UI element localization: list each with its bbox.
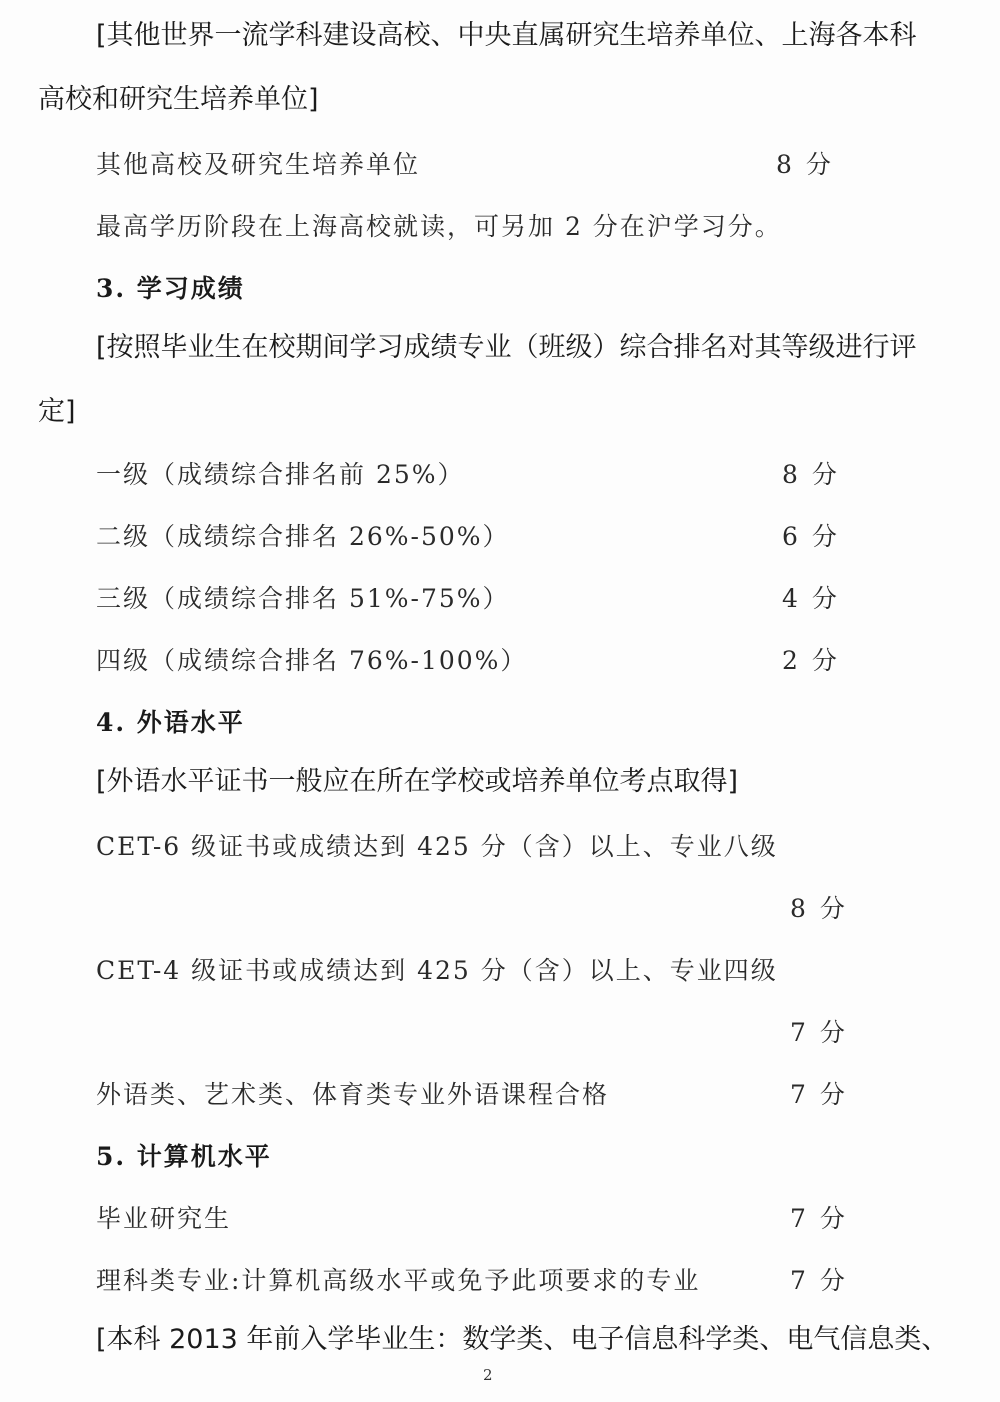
shanghai-bonus-text: 最高学历阶段在上海高校就读，可另加 2 分在沪学习分。 — [96, 212, 782, 241]
grade-1-score: 8 分 — [782, 460, 840, 489]
section-3-heading: 3. 学习成绩 — [96, 274, 245, 303]
science-major-score: 7 分 — [790, 1266, 848, 1295]
science-major-label: 理科类专业:计算机高级水平或免予此项要求的专业 — [96, 1266, 701, 1295]
language-major-label: 外语类、艺术类、体育类专业外语课程合格 — [96, 1080, 610, 1109]
section-5-note-line-1: [本科 2013 年前入学毕业生：数学类、电子信息科学类、电气信息类、 — [96, 1324, 949, 1355]
section-3-note-line-2: 定] — [38, 396, 76, 427]
page-number: 2 — [483, 1366, 493, 1384]
graduate-label: 毕业研究生 — [96, 1204, 232, 1233]
grade-2-score: 6 分 — [782, 522, 840, 551]
grade-1-label: 一级（成绩综合排名前 25%） — [96, 460, 465, 489]
cet6-label: CET-6 级证书或成绩达到 425 分（含）以上、专业八级 — [96, 832, 778, 861]
cet4-score: 7 分 — [790, 1018, 848, 1047]
grade-3-score: 4 分 — [782, 584, 840, 613]
other-schools-score: 8 分 — [776, 150, 834, 179]
section-5-heading: 5. 计算机水平 — [96, 1142, 272, 1171]
graduate-score: 7 分 — [790, 1204, 848, 1233]
intro-line-2: 高校和研究生培养单位] — [38, 84, 319, 115]
grade-3-label: 三级（成绩综合排名 51%-75%） — [96, 584, 510, 613]
section-3-note-line-1: [按照毕业生在校期间学习成绩专业（班级）综合排名对其等级进行评 — [96, 332, 917, 363]
section-4-heading: 4. 外语水平 — [96, 708, 245, 737]
grade-2-label: 二级（成绩综合排名 26%-50%） — [96, 522, 510, 551]
language-major-score: 7 分 — [790, 1080, 848, 1109]
cet6-score: 8 分 — [790, 894, 848, 923]
other-schools-label: 其他高校及研究生培养单位 — [96, 150, 421, 179]
intro-line-1: [其他世界一流学科建设高校、中央直属研究生培养单位、上海各本科 — [96, 20, 917, 51]
section-4-note: [外语水平证书一般应在所在学校或培养单位考点取得] — [96, 766, 739, 797]
grade-4-label: 四级（成绩综合排名 76%-100%） — [96, 646, 528, 675]
grade-4-score: 2 分 — [782, 646, 840, 675]
cet4-label: CET-4 级证书或成绩达到 425 分（含）以上、专业四级 — [96, 956, 778, 985]
